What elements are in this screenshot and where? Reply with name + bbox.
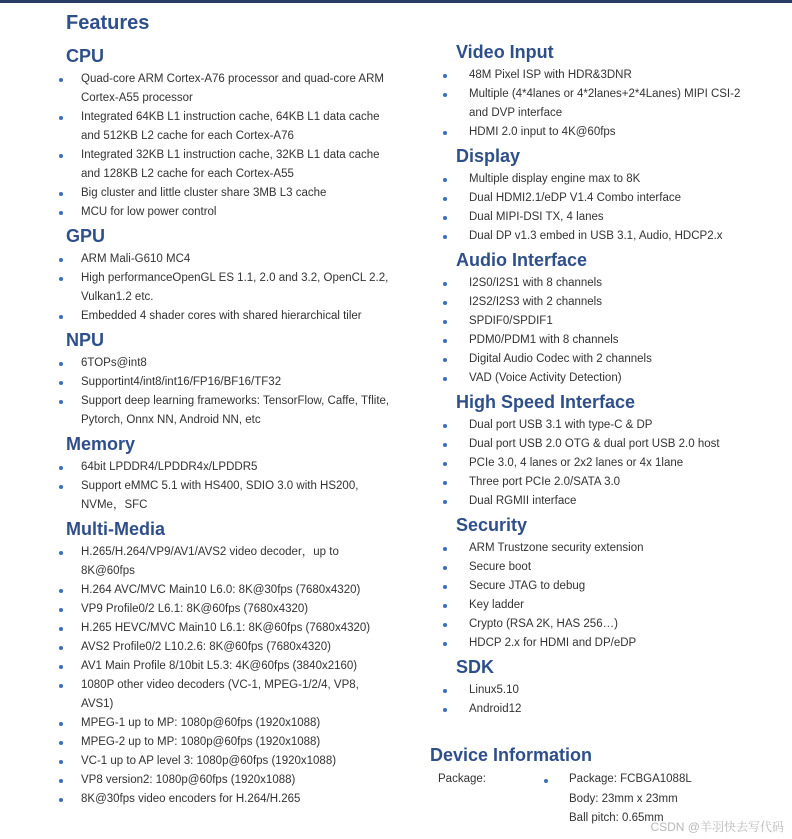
list-item-text: Dual HDMI2.1/eDP V1.4 Combo interface bbox=[469, 192, 681, 204]
list-item-text: Dual port USB 3.1 with type-C & DP bbox=[469, 419, 653, 431]
bullet-icon bbox=[443, 301, 447, 305]
section-title: GPU bbox=[66, 226, 106, 246]
list-item bbox=[0, 189, 792, 208]
section-title: Audio Interface bbox=[456, 250, 588, 270]
list-item-text: VP9 Profile0/2 L6.1: 8K@60fps (7680x4320) bbox=[81, 603, 309, 615]
section-high-speed-interface bbox=[0, 390, 792, 513]
list-item-text: PDM0/PDM1 with 8 channels bbox=[469, 334, 619, 346]
list-item-text: Big cluster and little cluster share 3MB L3 cache bbox=[81, 187, 327, 199]
list-item bbox=[0, 558, 792, 577]
list-item bbox=[0, 681, 792, 700]
list-item-text: AV1 Main Profile 8/10bit L5.3: 4K@60fps (3840x2160) bbox=[81, 660, 358, 672]
bullet-icon bbox=[443, 462, 447, 466]
list-item-text: 48M Pixel ISP with HDR&3DNR bbox=[469, 69, 632, 81]
bullet-icon bbox=[59, 760, 63, 764]
list-item-text: 64bit LPDDR4/LPDDR4x/LPDDR5 bbox=[81, 461, 258, 473]
list-item-text: Linux5.10 bbox=[469, 684, 519, 696]
bullet-icon bbox=[443, 547, 447, 551]
list-item-text: Multiple (4*4lanes or 4*2lanes+2*4Lanes) MIPI CSI-2 and DVP interface bbox=[469, 88, 741, 119]
section-audio-interface bbox=[0, 248, 792, 390]
list-item-text: H.265/H.264/VP9/AV1/AVS2 video decoder，up to 8K@60fps bbox=[81, 546, 339, 577]
list-item-text: 6TOPs@int8 bbox=[81, 357, 147, 369]
list-item-text: Key ladder bbox=[469, 599, 524, 611]
list-item-text: Dual MIPI-DSI TX, 4 lanes bbox=[469, 211, 604, 223]
bullet-icon bbox=[443, 566, 447, 570]
list-item-text: MPEG-1 up to MP: 1080p@60fps (1920x1088) bbox=[81, 717, 321, 729]
list-item-text: Android12 bbox=[469, 703, 522, 715]
list-item bbox=[0, 293, 792, 312]
list-item bbox=[0, 539, 792, 558]
package-line: Package: FCBGA1088L bbox=[569, 773, 692, 785]
bullet-icon bbox=[443, 131, 447, 135]
list-item bbox=[0, 170, 792, 189]
bullet-icon bbox=[59, 779, 63, 783]
section-title: Video Input bbox=[456, 42, 554, 62]
bullet-icon bbox=[544, 779, 548, 783]
section-title: CPU bbox=[66, 46, 105, 66]
feature-list bbox=[0, 66, 792, 142]
list-item bbox=[0, 615, 792, 634]
list-item-text: Multiple display engine max to 8K bbox=[469, 173, 641, 185]
top-border-line bbox=[0, 0, 792, 3]
bullet-icon bbox=[443, 443, 447, 447]
list-item bbox=[0, 85, 792, 123]
list-item-text: HDCP 2.x for HDMI and DP/eDP bbox=[469, 637, 637, 649]
list-item-text: MCU for low power control bbox=[81, 206, 217, 218]
bullet-icon bbox=[443, 481, 447, 485]
list-item-text: Three port PCIe 2.0/SATA 3.0 bbox=[469, 476, 621, 488]
list-item bbox=[0, 123, 792, 142]
list-item-text: Support deep learning frameworks: TensorFlow, Caffe, Tflite, Pytorch, Onnx NN, Android NN, etc bbox=[81, 395, 390, 426]
list-item bbox=[0, 596, 792, 615]
list-item bbox=[0, 369, 792, 388]
device-information-title: Device Information bbox=[430, 745, 593, 765]
package-line: Body: 23mm x 23mm bbox=[569, 792, 678, 805]
section-title: SDK bbox=[456, 657, 495, 677]
list-item-text: High performanceOpenGL ES 1.1, 2.0 and 3.2, OpenCL 2.2, Vulkan1.2 etc. bbox=[81, 272, 389, 303]
list-item bbox=[0, 435, 792, 454]
feature-list bbox=[0, 274, 792, 388]
list-item bbox=[0, 473, 792, 492]
list-item-text: H.264 AVC/MVC Main10 L6.0: 8K@30fps (7680x4320) bbox=[81, 584, 361, 596]
list-item-text: Secure boot bbox=[469, 561, 532, 573]
list-item-text: Supportint4/int8/int16/FP16/BF16/TF32 bbox=[81, 376, 282, 388]
list-item-text: Embedded 4 shader cores with shared hierarchical tiler bbox=[81, 310, 362, 322]
bullet-icon bbox=[443, 235, 447, 239]
list-item-text: SPDIF0/SPDIF1 bbox=[469, 315, 553, 327]
list-item bbox=[0, 454, 792, 473]
list-item bbox=[0, 350, 792, 369]
list-item-text: I2S0/I2S1 with 8 channels bbox=[469, 277, 602, 289]
bullet-icon bbox=[443, 500, 447, 504]
section-spacer bbox=[0, 809, 430, 811]
bullet-icon bbox=[443, 642, 447, 646]
feature-list bbox=[0, 416, 792, 511]
list-item-text: Quad-core ARM Cortex-A76 processor and quad-core ARM Cortex-A55 processor bbox=[81, 73, 384, 104]
section-title: Memory bbox=[66, 434, 136, 454]
section-title: Display bbox=[456, 146, 521, 166]
bullet-icon bbox=[443, 604, 447, 608]
list-item bbox=[0, 227, 792, 246]
bullet-icon bbox=[443, 216, 447, 220]
feature-list bbox=[0, 170, 792, 246]
bullet-icon bbox=[443, 339, 447, 343]
list-item bbox=[0, 634, 792, 653]
bullet-icon bbox=[59, 722, 63, 726]
section-sdk bbox=[0, 655, 792, 721]
list-item-text: Crypto (RSA 2K, HAS 256…) bbox=[469, 618, 618, 630]
list-item bbox=[0, 416, 792, 435]
bullet-icon bbox=[443, 282, 447, 286]
bullet-icon bbox=[443, 358, 447, 362]
section-title: Security bbox=[456, 515, 528, 535]
watermark: CSDN @羊羽快去写代码 bbox=[650, 820, 784, 834]
bullet-icon bbox=[443, 424, 447, 428]
bullet-icon bbox=[443, 93, 447, 97]
list-item bbox=[0, 752, 430, 771]
list-item-text: ARM Mali-G610 MC4 bbox=[81, 253, 191, 265]
bullet-icon bbox=[443, 377, 447, 381]
list-item-text: Digital Audio Codec with 2 channels bbox=[469, 353, 652, 365]
section-title: NPU bbox=[66, 330, 105, 350]
list-item-text: AVS2 Profile0/2 L10.2.6: 8K@60fps (7680x4320) bbox=[81, 641, 331, 653]
section-display bbox=[0, 144, 792, 248]
section-security bbox=[0, 513, 792, 655]
list-item bbox=[0, 208, 792, 227]
bullet-icon bbox=[59, 741, 63, 745]
bullet-icon bbox=[443, 708, 447, 712]
list-item-text: H.265 HEVC/MVC Main10 L6.1: 8K@60fps (7680x4320) bbox=[81, 622, 371, 634]
bullet-icon bbox=[443, 178, 447, 182]
list-item bbox=[0, 577, 792, 596]
list-item-text: Integrated 64KB L1 instruction cache, 64KB L1 data cache and 512KB L2 cache for each Cortex-A76 bbox=[81, 111, 380, 142]
list-item-text: Support eMMC 5.1 with HS400, SDIO 3.0 with HS200, NVMe，SFC bbox=[81, 480, 359, 511]
list-item-text: Dual port USB 2.0 OTG & dual port USB 2.0 host bbox=[469, 438, 720, 450]
bullet-icon bbox=[443, 585, 447, 589]
bullet-icon bbox=[59, 798, 63, 802]
list-item-text: Integrated 32KB L1 instruction cache, 32KB L1 data cache and 128KB L2 cache for each Cortex-A55 bbox=[81, 149, 380, 180]
list-item-text: I2S2/I2S3 with 2 channels bbox=[469, 296, 602, 308]
bullet-icon bbox=[443, 197, 447, 201]
list-item-text: ARM Trustzone security extension bbox=[469, 542, 644, 554]
list-item-text: Secure JTAG to debug bbox=[469, 580, 586, 592]
list-item bbox=[0, 66, 792, 85]
list-item-text: VP8 version2: 1080p@60fps (1920x1088) bbox=[81, 774, 296, 786]
list-item-text: PCIe 3.0, 4 lanes or 2x2 lanes or 4x 1lane bbox=[469, 457, 684, 469]
list-item bbox=[0, 700, 792, 719]
bullet-icon bbox=[443, 623, 447, 627]
list-item bbox=[0, 790, 430, 809]
list-item bbox=[0, 771, 430, 790]
section-title: High Speed Interface bbox=[456, 392, 636, 412]
page-title: Features bbox=[66, 12, 150, 34]
right-column bbox=[0, 40, 792, 721]
list-item bbox=[0, 274, 792, 293]
list-item-text: 1080P other video decoders (VC-1, MPEG-1/2/4, VP8, AVS1) bbox=[81, 679, 359, 710]
package-line: Ball pitch: 0.65mm bbox=[569, 812, 664, 824]
list-item-text: HDMI 2.0 input to 4K@60fps bbox=[469, 126, 616, 138]
list-item-text: VC-1 up to AP level 3: 1080p@60fps (1920x1088) bbox=[81, 755, 337, 767]
list-item-text: 8K@30fps video encoders for H.264/H.265 bbox=[81, 793, 301, 805]
list-item bbox=[0, 492, 792, 511]
feature-list bbox=[0, 681, 792, 719]
package-label: Package: bbox=[438, 773, 486, 785]
bullet-icon bbox=[443, 689, 447, 693]
bullet-icon bbox=[443, 320, 447, 324]
list-item bbox=[0, 331, 792, 350]
list-item bbox=[0, 312, 792, 331]
list-item-text: Dual DP v1.3 embed in USB 3.1, Audio, HDCP2.x bbox=[469, 230, 723, 242]
feature-list bbox=[0, 539, 792, 653]
list-item-text: VAD (Voice Activity Detection) bbox=[469, 372, 622, 384]
list-item bbox=[0, 733, 430, 752]
section-title: Multi-Media bbox=[66, 519, 165, 539]
list-item-text: MPEG-2 up to MP: 1080p@60fps (1920x1088) bbox=[81, 736, 321, 748]
section-spacer bbox=[0, 719, 792, 721]
section-video-input bbox=[0, 40, 792, 144]
list-item-text: Dual RGMII interface bbox=[469, 495, 577, 507]
bullet-icon bbox=[443, 74, 447, 78]
